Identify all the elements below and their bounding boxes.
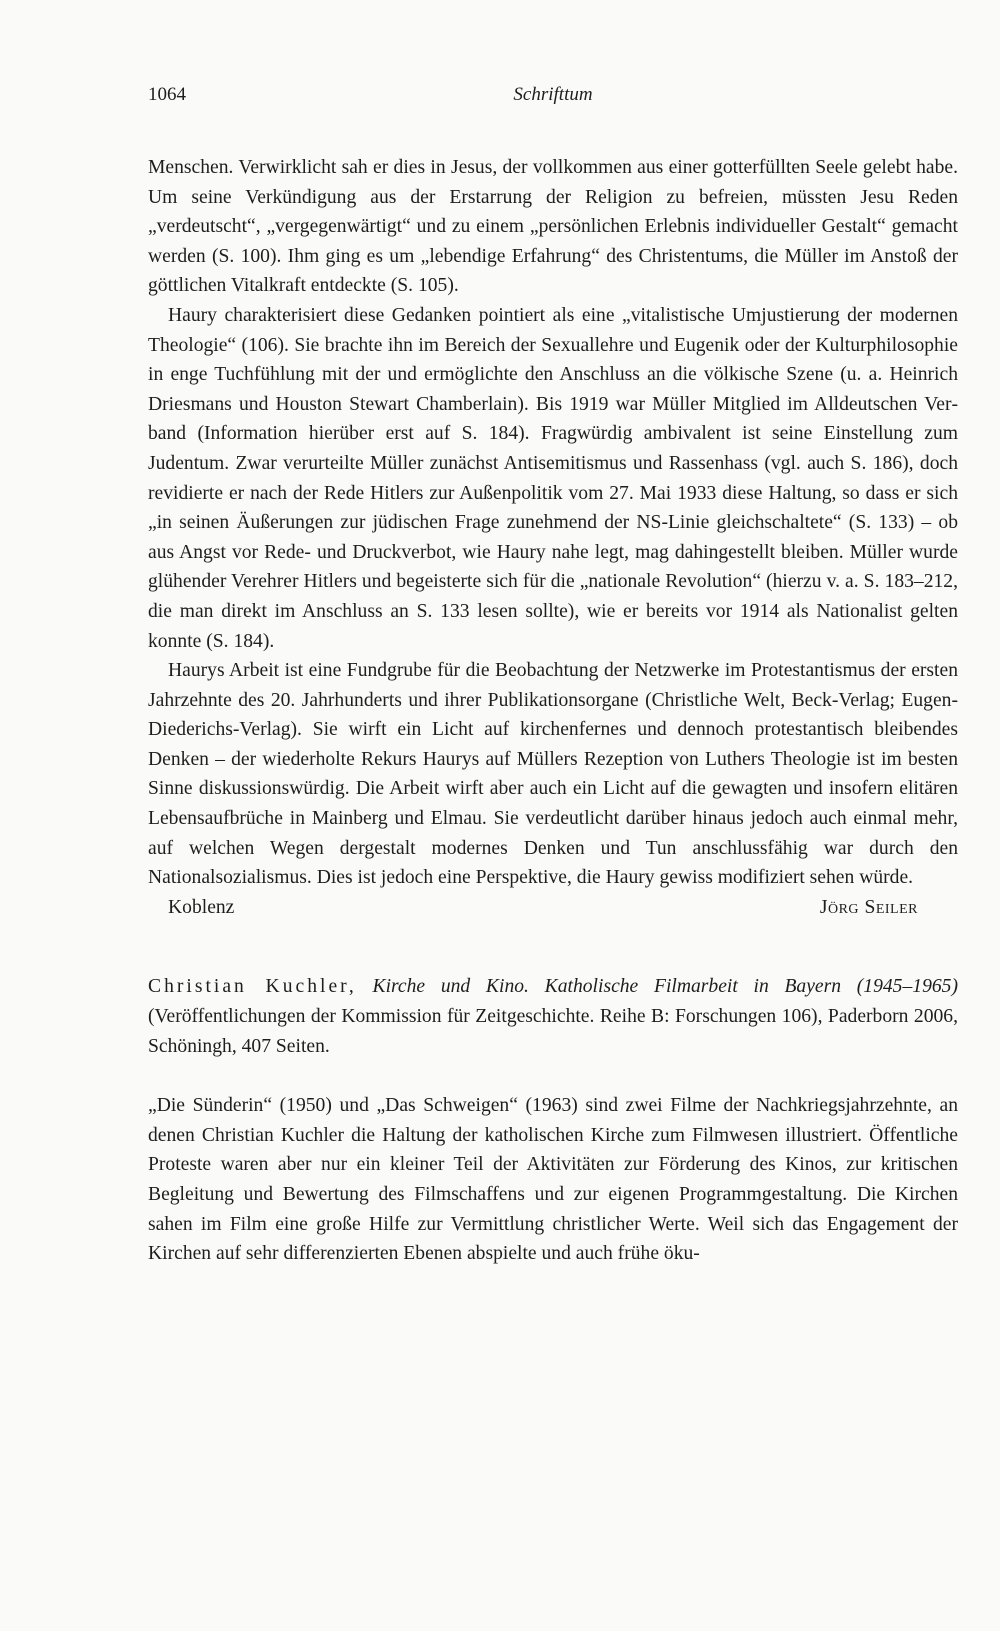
signature-place: Koblenz	[168, 896, 235, 918]
review-1-paragraph-3: Haurys Arbeit ist eine Fundgrube für die Beobachtung der Netzwerke im Protestantismus der ersten Jahrzehnte des 20. Jahrhunderts und ihrer Publikationsorgane (Christliche Welt, Beck-Verlag; Eugen-Diederichs-Verlag). Sie wirft ein Licht auf kirchenfernes und dennoch protestantisch bleibendes Denken – der wiederholte Rekurs Haurys auf Müllers Rezeption von Luthers Theologie ist im besten Sinne diskussionswürdig. Die Arbeit wirft aber auch ein Licht auf die gewagten und insofern elitären Lebensaufbrüche in Mainberg und Elmau. Sie verdeutlicht darüber hinaus jedoch auch einmal mehr, auf welchen Wegen dergestalt modernes Denken und Tun anschlussfähig war durch den Nationalsozialismus. Dies ist jedoch eine Perspektive, die Haury gewiss modifiziert sehen würde.	[148, 660, 958, 889]
review-1-signature	[148, 893, 958, 923]
citation-details: (Veröffentlichungen der Kommission für Zeitgeschichte. Reihe B: Forschungen 106), Paderborn 2006, Schöningh, 407 Seiten.	[148, 1006, 958, 1057]
citation-title: Kirche und Kino. Katholische Filmarbeit in Bayern (1945–1965)	[372, 976, 958, 998]
signature-author: Jörg Seiler	[819, 896, 918, 918]
page-number: 1064	[148, 84, 186, 105]
running-head	[148, 84, 958, 114]
citation-author: Christian Kuchler,	[148, 976, 357, 998]
review-1-paragraph-2: Haury charakterisiert diese Gedanken pointiert als eine „vitalistische Umjustierung der modernen Theologie“ (106). Sie brachte ihn im Bereich der Sexuallehre und Eugenik oder der Kulturphilosophie in enge Tuchfühlung mit der und ermöglichte den Anschluss an die völkische Szene (u. a. Heinrich Driesmans und Houston Stewart Chamberlain). Bis 1919 war Müller Mitglied im Alldeutschen Verband (Information hierüber erst auf S. 184). Fragwürdig ambivalent ist seine Einstellung zum Judentum. Zwar verurteilte Müller zunächst Antisemitismus und Rassenhass (vgl. auch S. 186), doch revidierte er nach der Rede Hitlers zur Außenpolitik vom 27. Mai 1933 diese Haltung, so dass er sich „in seinen Äußerungen zur jüdischen Frage zunehmend der NS-Linie gleichschaltete“ (S. 133) – ob aus Angst vor Rede- und Druckverbot, wie Haury nahe legt, mag dahingestellt bleiben. Müller wurde glühender Verehrer Hitlers und begeisterte sich für die „nationale Revolution“ (hierzu v. a. S. 183–212, die man direkt im Anschluss an S. 133 lesen sollte), wie er bereits vor 1914 als Nationalist gelten konnte (S. 184).	[148, 304, 958, 652]
review-2-paragraph-1: „Die Sünderin“ (1950) und „Das Schweigen“ (1963) sind zwei Filme der Nachkriegsjahrzehnte, an denen Christian Kuchler die Haltung der katholischen Kirche zum Filmwesen illustriert. Öffentliche Proteste waren aber nur ein kleiner Teil der Aktivitäten zur Förderung des Kinos, zur kritischen Begleitung und Bewertung des Filmschaffens und zur eigenen Programmgestaltung. Die Kirchen sahen im Film eine große Hilfe zur Vermittlung christlicher Werte. Weil sich das Engagement der Kirchen auf sehr differenzierten Ebenen abspielte und auch frühe öku-	[148, 1095, 958, 1265]
review-2-citation	[148, 972, 958, 1061]
review-2-body	[148, 1091, 958, 1269]
citation-text	[148, 972, 958, 1061]
page	[148, 84, 958, 1269]
review-1	[148, 153, 958, 922]
running-head-title: Schrifttum	[513, 84, 593, 105]
review-1-paragraph-1: Menschen. Verwirklicht sah er dies in Jesus, der vollkommen aus einer gotterfüllten Seele gelebt habe. Um seine Verkündigung aus der Erstarrung der Religion zu befreien, müssten Jesu Reden „verdeutscht“, „vergegenwärtigt“ und zu einem „persönlichen Erlebnis individueller Gestalt“ gemacht werden (S. 100). Ihm ging es um „lebendige Erfahrung“ des Christentums, die Müller im Anstoß der göttlichen Vitalkraft entdeckte (S. 105).	[148, 157, 958, 297]
